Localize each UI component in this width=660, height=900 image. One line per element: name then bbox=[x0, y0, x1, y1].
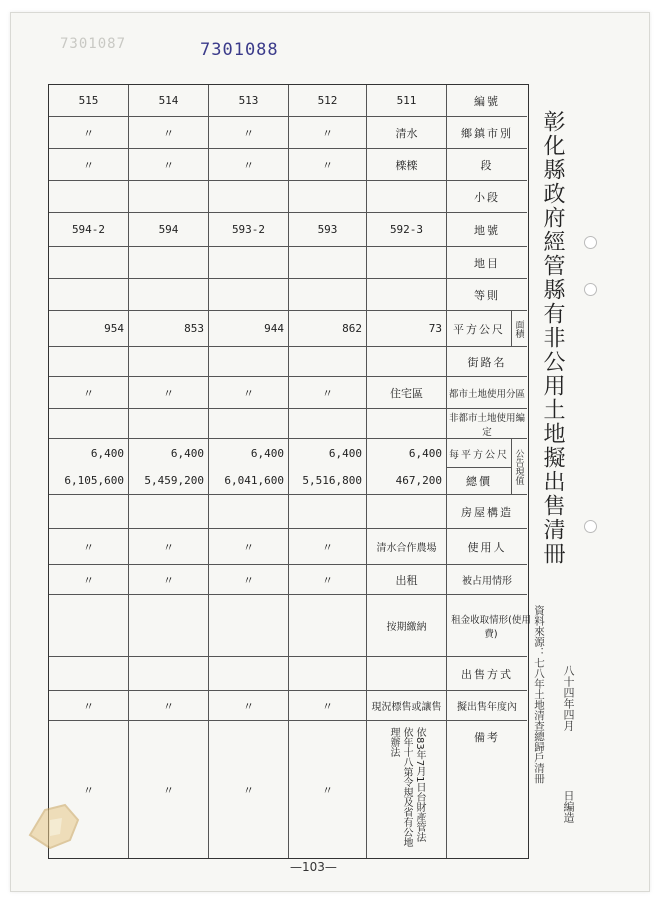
table-row bbox=[49, 439, 527, 467]
cell-empty bbox=[289, 347, 367, 376]
cell-area: 73 bbox=[367, 311, 447, 346]
cell-township: 〃 bbox=[129, 117, 209, 148]
label-user: 使用人 bbox=[467, 540, 507, 554]
cell-user: 〃 bbox=[209, 529, 289, 564]
cell-empty bbox=[209, 409, 289, 438]
cell-user: 清水合作農場 bbox=[367, 529, 447, 564]
cell-empty bbox=[209, 495, 289, 528]
cell-occupancy: 〃 bbox=[289, 565, 367, 594]
cell-lot: 594-2 bbox=[49, 213, 129, 246]
cell-empty bbox=[49, 495, 129, 528]
cell-total-price: 467,200 bbox=[367, 467, 447, 494]
label-area-unit: 平方公尺 bbox=[447, 311, 512, 346]
cell-empty bbox=[129, 181, 209, 212]
table-row bbox=[49, 85, 527, 117]
table-row bbox=[49, 311, 527, 347]
cell-zone: 〃 bbox=[129, 377, 209, 408]
cell-empty bbox=[367, 247, 447, 278]
label-land-use: 地目 bbox=[474, 256, 500, 270]
table-row bbox=[49, 347, 527, 377]
label-scheduled-sale: 擬出售年度內 bbox=[457, 702, 517, 713]
cell-unit-price: 6,400 bbox=[289, 439, 367, 467]
table-row bbox=[49, 247, 527, 279]
cell-empty bbox=[289, 595, 367, 656]
cell-empty bbox=[209, 279, 289, 310]
cell-user: 〃 bbox=[129, 529, 209, 564]
cell-empty bbox=[289, 657, 367, 690]
cell-empty bbox=[209, 347, 289, 376]
cell-area: 862 bbox=[289, 311, 367, 346]
data-source-note: 資料來源：七八年土地清查總歸戶清冊 bbox=[533, 605, 545, 784]
cell-empty bbox=[49, 247, 129, 278]
cell-section: 〃 bbox=[49, 149, 129, 180]
label-total-price: 總價 bbox=[447, 467, 512, 494]
cell-empty bbox=[49, 595, 129, 656]
cell-area: 944 bbox=[209, 311, 289, 346]
label-subsection: 小段 bbox=[474, 190, 500, 204]
cell-no: 515 bbox=[49, 85, 129, 116]
cell-empty bbox=[289, 247, 367, 278]
compile-note: 日編造 bbox=[562, 790, 575, 823]
cell-no: 511 bbox=[367, 85, 447, 116]
cell-empty bbox=[49, 347, 129, 376]
cell-lot: 594 bbox=[129, 213, 209, 246]
cell-empty bbox=[367, 495, 447, 528]
cell-lot: 593-2 bbox=[209, 213, 289, 246]
table-row bbox=[49, 467, 527, 495]
cell-empty bbox=[289, 409, 367, 438]
cell-occupancy: 〃 bbox=[129, 565, 209, 594]
table-row bbox=[49, 213, 527, 247]
remark-text: 依83年7月1日台財產管法依年十八第令規及省有公地理辦法 bbox=[388, 727, 425, 847]
cell-total-price: 5,516,800 bbox=[289, 467, 367, 494]
cell-status: 現況標售或讓售 bbox=[367, 691, 447, 720]
cell-remark: 〃 bbox=[209, 721, 289, 858]
table-row bbox=[49, 279, 527, 311]
cell-no: 514 bbox=[129, 85, 209, 116]
cell-empty bbox=[129, 495, 209, 528]
cell-empty bbox=[49, 657, 129, 690]
cell-zone: 〃 bbox=[209, 377, 289, 408]
cell-township: 清水 bbox=[367, 117, 447, 148]
cell-status: 〃 bbox=[129, 691, 209, 720]
cell-status: 〃 bbox=[209, 691, 289, 720]
cell-zone: 住宅區 bbox=[367, 377, 447, 408]
label-remarks: 備考 bbox=[474, 731, 500, 744]
cell-occupancy: 〃 bbox=[209, 565, 289, 594]
cell-lot: 593 bbox=[289, 213, 367, 246]
cell-no: 513 bbox=[209, 85, 289, 116]
cell-township: 〃 bbox=[49, 117, 129, 148]
table-row bbox=[49, 149, 527, 181]
cell-empty bbox=[367, 181, 447, 212]
label-announced-value: 公告現值 bbox=[513, 449, 524, 485]
cell-township: 〃 bbox=[209, 117, 289, 148]
cell-remark: 〃 bbox=[289, 721, 367, 858]
cell-empty bbox=[289, 495, 367, 528]
cell-empty bbox=[289, 279, 367, 310]
cell-total-price: 5,459,200 bbox=[129, 467, 209, 494]
cell-township: 〃 bbox=[289, 117, 367, 148]
label-building: 房屋構造 bbox=[461, 505, 513, 519]
table-row bbox=[49, 117, 527, 149]
cell-empty bbox=[209, 181, 289, 212]
label-section: 段 bbox=[480, 158, 494, 172]
table-row bbox=[49, 529, 527, 565]
cell-empty bbox=[367, 657, 447, 690]
cell-area: 954 bbox=[49, 311, 129, 346]
cell-remark-detail bbox=[367, 721, 447, 858]
cell-empty bbox=[209, 247, 289, 278]
ghost-serial: 7301087 bbox=[60, 36, 127, 52]
cell-lease: 按期繳納 bbox=[367, 595, 447, 656]
cell-occupancy: 出租 bbox=[367, 565, 447, 594]
label-area: 面積 bbox=[513, 319, 524, 338]
cell-user: 〃 bbox=[289, 529, 367, 564]
serial-number: 7301088 bbox=[200, 40, 279, 60]
cell-empty bbox=[129, 595, 209, 656]
cell-empty bbox=[367, 279, 447, 310]
cell-unit-price: 6,400 bbox=[367, 439, 447, 467]
cell-empty bbox=[49, 409, 129, 438]
cell-user: 〃 bbox=[49, 529, 129, 564]
label-street: 街路名 bbox=[467, 355, 507, 369]
label-unit-price: 每平方公尺 bbox=[447, 439, 512, 468]
cell-empty bbox=[49, 181, 129, 212]
document-title: 彰化縣政府經管縣有非公用土地擬出售清冊 bbox=[540, 110, 565, 566]
label-urban-zone: 都市土地使用分區 bbox=[448, 388, 525, 400]
table-row bbox=[49, 409, 527, 439]
cell-area: 853 bbox=[129, 311, 209, 346]
table-row bbox=[49, 595, 531, 657]
cell-empty bbox=[209, 657, 289, 690]
label-lease: 租金收取情形(使用費) bbox=[451, 614, 531, 640]
cell-remark: 〃 bbox=[49, 721, 129, 858]
cell-empty bbox=[367, 409, 447, 438]
table-row bbox=[49, 565, 527, 595]
table-row bbox=[49, 377, 527, 409]
cell-total-price: 6,041,600 bbox=[209, 467, 289, 494]
label-lot-no: 地號 bbox=[474, 223, 500, 237]
cell-section: 〃 bbox=[209, 149, 289, 180]
cell-no: 512 bbox=[289, 85, 367, 116]
label-parcel-no: 編號 bbox=[474, 94, 500, 108]
cell-empty bbox=[129, 279, 209, 310]
cell-empty bbox=[129, 409, 209, 438]
cell-section: 檪檪 bbox=[367, 149, 447, 180]
cell-lot: 592-3 bbox=[367, 213, 447, 246]
cell-unit-price: 6,400 bbox=[209, 439, 289, 467]
cell-zone: 〃 bbox=[289, 377, 367, 408]
cell-empty bbox=[129, 347, 209, 376]
cell-empty bbox=[129, 657, 209, 690]
cell-unit-price: 6,400 bbox=[129, 439, 209, 467]
cell-status: 〃 bbox=[49, 691, 129, 720]
punch-hole bbox=[584, 520, 597, 533]
cell-total-price: 6,105,600 bbox=[49, 467, 129, 494]
table-row bbox=[49, 657, 527, 691]
cell-remark: 〃 bbox=[129, 721, 209, 858]
label-nonurban-zone: 非都市土地使用編定 bbox=[448, 412, 525, 438]
table-row bbox=[49, 721, 527, 858]
table-row bbox=[49, 495, 527, 529]
page-number: —103— bbox=[290, 860, 337, 874]
label-grade: 等則 bbox=[474, 288, 500, 302]
cell-section: 〃 bbox=[289, 149, 367, 180]
table-row bbox=[49, 181, 527, 213]
table-row bbox=[49, 691, 527, 721]
cell-empty bbox=[367, 347, 447, 376]
label-occupancy: 被占用情形 bbox=[462, 576, 512, 587]
cell-empty bbox=[129, 247, 209, 278]
cell-empty bbox=[289, 181, 367, 212]
cell-empty bbox=[209, 595, 289, 656]
cell-empty bbox=[49, 279, 129, 310]
cell-status: 〃 bbox=[289, 691, 367, 720]
label-sale-method: 出售方式 bbox=[461, 667, 513, 681]
cell-occupancy: 〃 bbox=[49, 565, 129, 594]
label-township: 鄉鎮市別 bbox=[461, 126, 513, 140]
compile-date: 八十四年四月 bbox=[562, 665, 575, 731]
land-sale-table bbox=[48, 84, 529, 859]
cell-unit-price: 6,400 bbox=[49, 439, 129, 467]
cell-section: 〃 bbox=[129, 149, 209, 180]
cell-zone: 〃 bbox=[49, 377, 129, 408]
punch-hole bbox=[584, 283, 597, 296]
library-seal-icon bbox=[20, 790, 90, 860]
punch-hole bbox=[584, 236, 597, 249]
